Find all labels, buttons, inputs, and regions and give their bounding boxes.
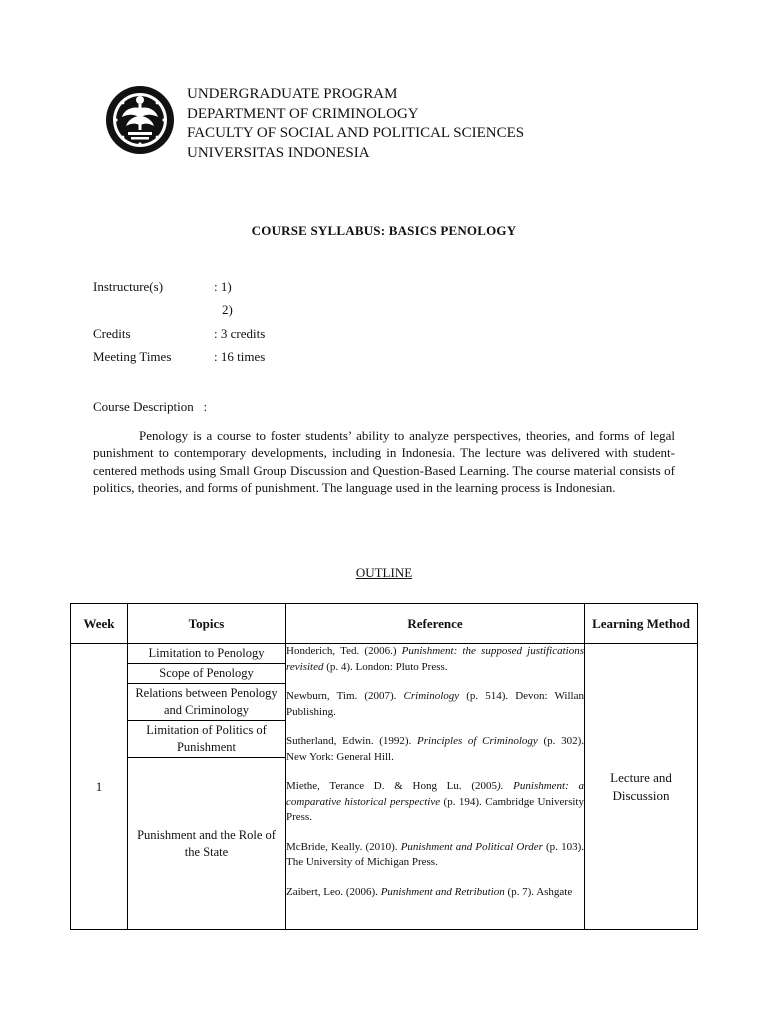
topic-item: Punishment and the Role of the State xyxy=(137,827,276,859)
meeting-times-value: : 16 times xyxy=(214,349,266,364)
week-header: Week xyxy=(71,604,128,644)
topics-list xyxy=(128,644,285,929)
outline-title: OUTLINE xyxy=(355,565,413,580)
week-cell xyxy=(71,644,128,930)
learning-method: Lecture and Discussion xyxy=(610,769,672,803)
header-department: DEPARTMENT OF CRIMINOLOGY xyxy=(187,105,419,122)
header-faculty: FACULTY OF SOCIAL AND POLITICAL SCIENCES xyxy=(187,125,525,141)
reference-entry xyxy=(286,885,584,901)
instructors-value-1: : 1) xyxy=(214,279,232,294)
credits-label: Credits xyxy=(93,326,131,341)
method-cell xyxy=(585,644,698,930)
topic-item: Scope of Penology xyxy=(128,664,285,684)
reference-title: Punishment and Retribution xyxy=(380,885,505,898)
reference-title: ). Punishment: a comparative historical perspective xyxy=(286,780,584,808)
header-university: UNIVERSITAS INDONESIA xyxy=(187,144,370,161)
reference-details: (p. 194). Cambridge University Press. xyxy=(286,795,584,823)
outline-header-row xyxy=(71,604,698,644)
reference-entry xyxy=(286,779,584,826)
course-description-label: Course Description : xyxy=(93,399,208,414)
syllabus-title: COURSE SYLLABUS: BASICS PENOLOGY xyxy=(251,223,517,238)
university-logo xyxy=(104,84,176,156)
reference-entry xyxy=(286,689,584,720)
method-header: Learning Method xyxy=(585,604,698,644)
topics-cell xyxy=(128,644,286,930)
outline-table xyxy=(70,603,698,930)
reference-details: (p. 103). The University of Michigan Press. xyxy=(286,840,584,868)
topic-item: Limitation of Politics of Punishment xyxy=(128,721,285,758)
reference-details: (p. 4). London: Pluto Press. xyxy=(323,660,448,673)
reference-header: Reference xyxy=(286,604,585,644)
week-number: 1 xyxy=(95,778,103,794)
reference-author: McBride, Keally. (2010). xyxy=(286,840,401,853)
reference-author: Zaibert, Leo. (2006). xyxy=(286,885,381,898)
instructors-value-2: 2) xyxy=(222,302,233,317)
reference-author: Sutherland, Edwin. (1992). xyxy=(286,735,418,747)
reference-title: Punishment: the supposed justifications revisited xyxy=(286,645,584,673)
topic-item: Relations between Penology and Criminology xyxy=(128,684,285,721)
credits-value: : 3 credits xyxy=(214,326,266,341)
reference-title: Principles of Criminology xyxy=(417,735,538,747)
reference-details: (p. 7). Ashgate xyxy=(504,885,573,898)
reference-details: (p. 514). Devon: Willan Publishing. xyxy=(286,690,584,718)
table-row xyxy=(71,644,698,930)
reference-entry xyxy=(286,840,584,871)
reference-details: (p. 302). New York: General Hill. xyxy=(286,735,585,763)
course-description-text xyxy=(93,427,675,497)
course-description-body: Penology is a course to foster students’ ability to analyze perspectives, theories, and forms of legal punishment to contemporary developments, including in Indonesia. The lecture was delivered with student-centered methods using Small Group Discussion and Question-Based Learning. The course material consists of politics, theories, and forms of punishment. The language used in the learning process is Indonesian. xyxy=(93,428,675,496)
meeting-times-label: Meeting Times xyxy=(93,349,172,364)
topics-header: Topics xyxy=(128,604,286,644)
reference-entry xyxy=(286,734,584,765)
reference-author: Miethe, Terance D. & Hong Lu. (2005 xyxy=(286,780,498,792)
topic-item: Limitation to Penology xyxy=(128,644,285,664)
reference-author: Newburn, Tim. (2007). xyxy=(286,690,404,702)
reference-list xyxy=(286,644,584,900)
instructors-label: Instructure(s) xyxy=(93,279,164,294)
reference-author: Honderich, Ted. (2006.) xyxy=(286,645,402,657)
institution-header xyxy=(187,85,524,163)
reference-title: Punishment and Political Order xyxy=(400,840,543,853)
reference-cell xyxy=(286,644,585,930)
reference-entry xyxy=(286,644,584,675)
reference-title: Criminology xyxy=(403,690,460,702)
header-program: UNDERGRADUATE PROGRAM xyxy=(187,86,398,102)
